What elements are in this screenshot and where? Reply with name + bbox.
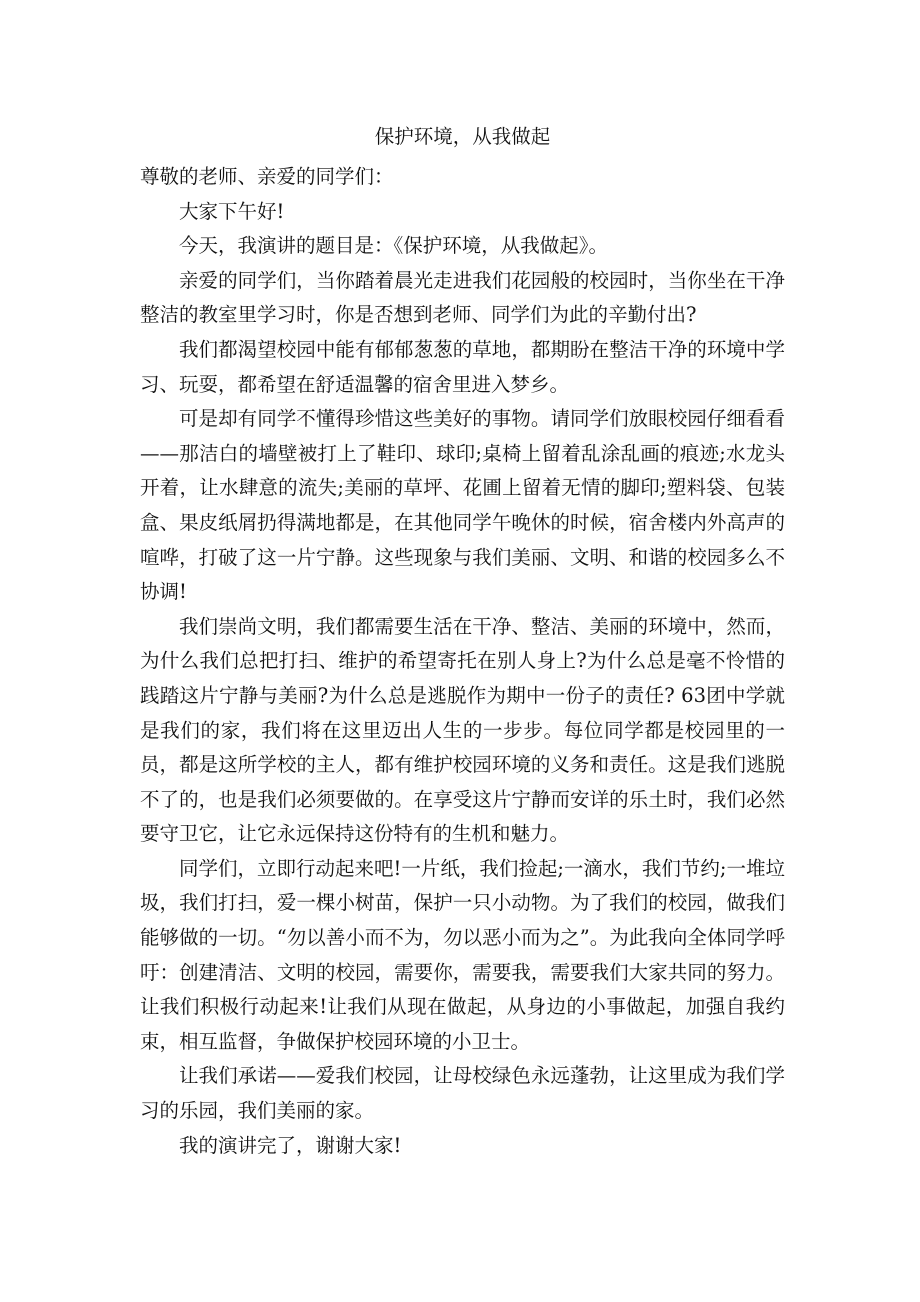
paragraph-topic: 今天，我演讲的题目是：《保护环境，从我做起》。 <box>179 234 609 258</box>
paragraph-closing: 我的演讲完了，谢谢大家! <box>179 1133 402 1157</box>
paragraph-greeting: 大家下午好! <box>179 199 285 223</box>
paragraph-7: 同学们，立即行动起来吧!一片纸，我们捡起;一滴水，我们节约;一堆垃圾，我们打扫，爱一棵小树苗，保护一只小动物。为了我们的校园，做我们能够做的一切。“勿以善小而不为，勿以恶小而为之”。为此我向全体同学呼吁：创建清洁、文明的校园，需要你，需要我，需要我们大家共同的努力。让我们积极行动起来!让我们从现在做起，从身边的小事做起，加强自我约束，相互监督，争做保护校园环境的小卫士。 <box>140 856 785 1053</box>
paragraph-4: 我们都渴望校园中能有郁郁葱葱的草地，都期盼在整洁干净的环境中学习、玩耍，都希望在舒适温馨的宿舍里进入梦乡。 <box>140 337 785 396</box>
document-page <box>140 118 785 1163</box>
paragraph-5: 可是却有同学不懂得珍惜这些美好的事物。请同学们放眼校园仔细看看——那洁白的墙壁被打上了鞋印、球印;桌椅上留着乱涂乱画的痕迹;水龙头开着，让水肆意的流失;美丽的草坪、花圃上留着无情的脚印;塑料袋、包装盒、果皮纸屑扔得满地都是，在其他同学午晚休的时候，宿舍楼内外高声的喧哗，打破了这一片宁静。这些现象与我们美丽、文明、和谐的校园多么不协调! <box>140 407 785 604</box>
paragraph-6: 我们崇尚文明，我们都需要生活在干净、整洁、美丽的环境中，然而，为什么我们总把打扫、维护的希望寄托在别人身上?为什么总是毫不怜惜的践踏这片宁静与美丽?为什么总是逃脱作为期中一份子的责任? 63团中学就是我们的家，我们将在这里迈出人生的一步步。每位同学都是校园里的一员，都是这所学校的主人，都有维护校园环境的义务和责任。这是我们逃脱不了的，也是我们必须要做的。在享受这片宁静而安详的乐土时，我们必然要守卫它，让它永远保持这份特有的生机和魅力。 <box>140 614 785 846</box>
document-title: 保护环境，从我做起 <box>374 125 551 148</box>
paragraph-3: 亲爱的同学们，当你踏着晨光走进我们花园般的校园时，当你坐在干净整洁的教室里学习时，你是否想到老师、同学们为此的辛勤付出? <box>140 268 785 327</box>
salutation: 尊敬的老师、亲爱的同学们： <box>140 165 394 188</box>
paragraph-8: 让我们承诺——爱我们校园，让母校绿色永远蓬勃，让这里成为我们学习的乐园，我们美丽的家。 <box>140 1064 785 1123</box>
